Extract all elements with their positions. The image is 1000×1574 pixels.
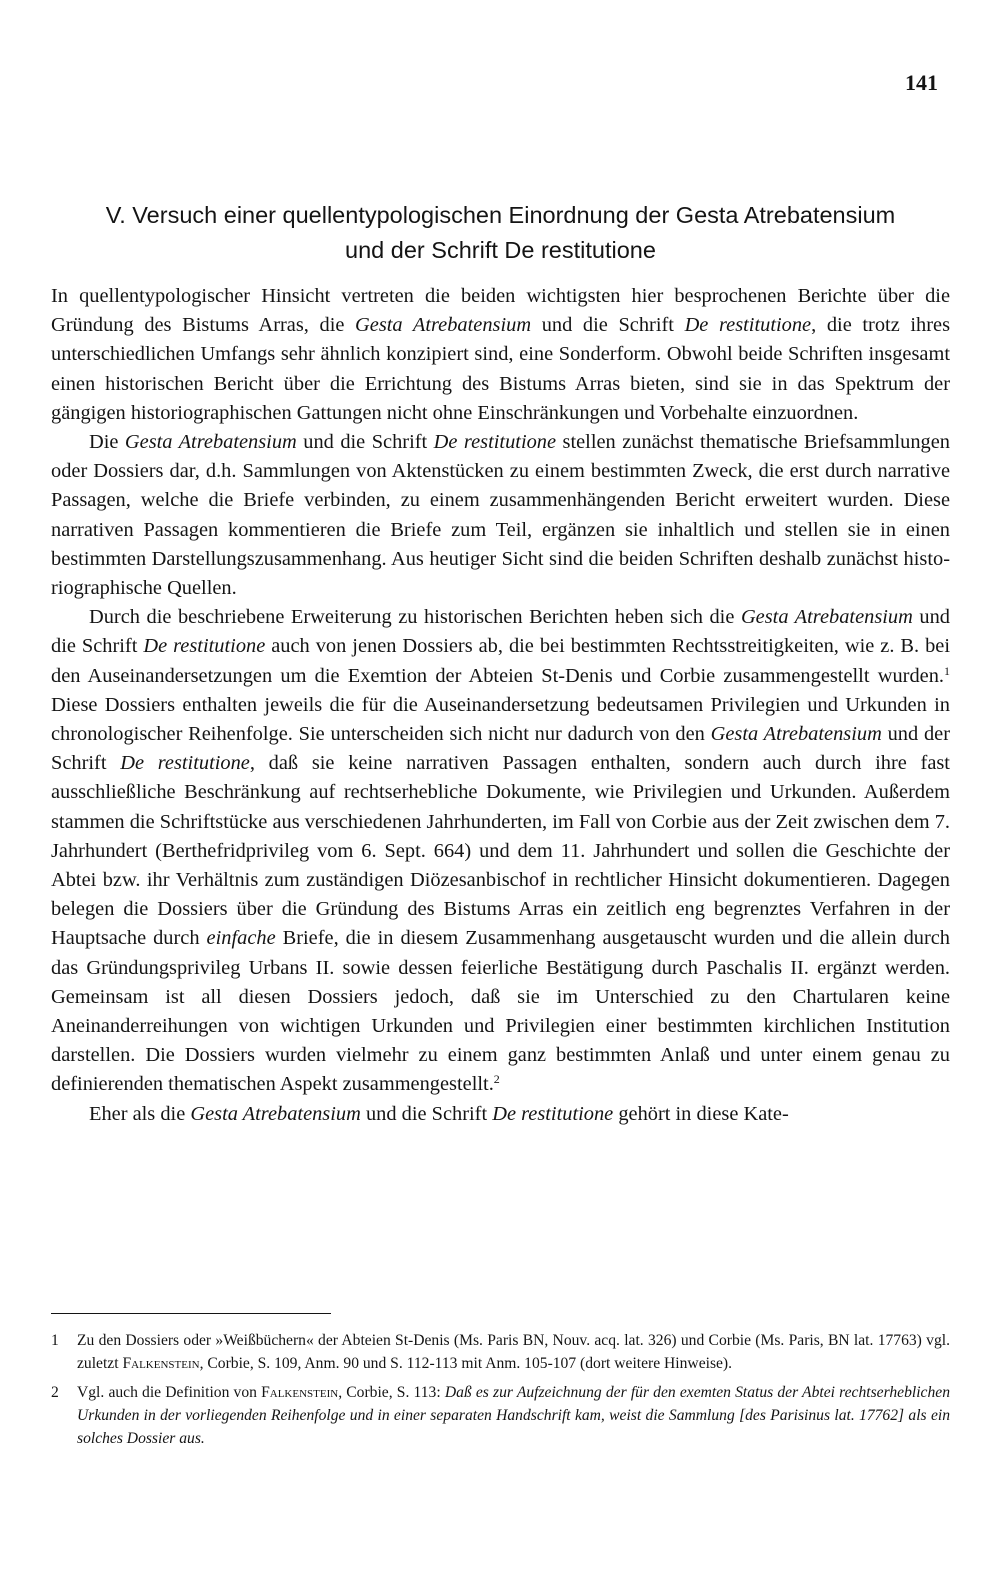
chapter-heading <box>51 198 950 268</box>
footnote-2-number: 2 <box>51 1384 59 1401</box>
body-text <box>51 282 950 1129</box>
paragraph-2 <box>51 428 950 603</box>
page-number: 141 <box>905 70 938 95</box>
paragraph-2-text-c: stellen zunächst thematische Briefsammlungen oder Dossiers dar, d.h. Sammlungen von Aktenstücken zu einem bestimmten Zweck, die erst durch narrative Passagen, welche die Briefe verbinden, zu einem zusammenhängenden Bericht erweitert wurden. Diese narrativen Passagen kommentieren die Briefe zum Teil, ergänzen sie inhaltlich und stellen sie in einen bestimmten Darstellungszusammenhang. Aus heutiger Sicht sind die beiden Schriften deshalb zunächst historiographische Quellen. <box>51 431 950 600</box>
footnote-2-text-b: , Corbie, S. 113: <box>338 1384 445 1401</box>
footnote-1-text <box>77 1329 950 1375</box>
term-gesta-atrebatensium: Gesta Atrebatensium <box>190 1102 361 1125</box>
term-einfache: einfache <box>206 927 276 950</box>
paragraph-3-text-b: und die Schrift <box>51 606 950 658</box>
paragraph-1-text-b: und die Schrift <box>531 314 685 337</box>
term-gesta-atrebatensium: Gesta Atrebatensium <box>355 314 532 337</box>
paragraph-3-text-e: und der Schrift <box>51 723 950 775</box>
chapter-heading-line-2: und der Schrift De restitutione <box>345 237 656 263</box>
term-de-restitutione: De restitutione <box>143 635 266 658</box>
term-gesta-atrebatensium: Gesta Atrebatensium <box>710 723 882 746</box>
footnote-2 <box>51 1381 950 1450</box>
footnote-1 <box>51 1329 950 1375</box>
term-de-restitutione: De restitutione <box>433 431 557 454</box>
footnote-divider <box>51 1313 331 1314</box>
footnote-1-text-b: , Corbie, S. 109, Anm. 90 und S. 112-113 mit Anm. 105-107 (dort weitere Hinweise). <box>199 1355 733 1372</box>
term-de-restitutione: De restitutione <box>492 1102 614 1125</box>
paragraph-3-text-g: Briefe, die in diesem Zusammenhang ausgetauscht wurden und die allein durch das Gründungsprivileg Urbans II. sowie dessen feierliche Bestätigung durch Paschalis II. ergänzt werden. Gemeinsam ist all diesen Dossiers jedoch, daß sie im Unterschied zu den Chartularen keine Aneinanderreihungen von wichtigen Urkunden und Privilegien einer bestimmten kirchlichen Institution darstellen. Die Dossiers wurden vielmehr zu einem ganz bestimmten Anlaß und unter einem genau zu definierenden thematischen Aspekt zusammengestellt. <box>51 927 950 1096</box>
footnote-2-quote: Daß es zur Aufzeichnung der für den exemten Status der Abtei rechtserheblichen Urkunden in der vorliegenden Reihenfolge und in einer separaten Handschrift kam, weist die Sammlung [des Parisinus lat. 17762] als ein solches Dossier aus. <box>77 1384 950 1447</box>
term-gesta-atrebatensium: Gesta Atrebatensium <box>740 606 913 629</box>
paragraph-3-text-d: Diese Dossiers enthalten jeweils die für die Auseinandersetzung bedeutsamen Privilegien und Urkunden in chronologischer Reihenfolge. Sie unterscheiden sich nicht nur dadurch von den <box>51 693 950 746</box>
paragraph-1-text-a: In quellentypologischer Hinsicht vertreten die beiden wichtigsten hier besprochenen Berichte über die Gründung des Bistums Arras, die <box>51 285 950 337</box>
footnote-ref-1[interactable]: 1 <box>944 663 950 678</box>
paragraph-1 <box>51 282 950 428</box>
paragraph-3-text-c: auch von jenen Dossiers ab, die bei bestimmten Rechtsstreitigkeiten, wie z. B. bei den Auseinandersetzungen um die Exemtion der Abteien St-Denis und Corbie zusammengestellt wurden. <box>51 635 951 687</box>
paragraph-4-text-c: gehört in diese Kate- <box>613 1102 789 1125</box>
paragraph-4-text-b: und die Schrift <box>360 1102 493 1125</box>
paragraph-2-text-b: und die Schrift <box>296 431 434 454</box>
term-gesta-atrebatensium: Gesta Atrebatensium <box>124 431 297 454</box>
footnote-ref-2[interactable]: 2 <box>493 1072 500 1087</box>
term-de-restitutione: De restitutione <box>120 752 250 775</box>
term-de-restitutione: De restitutione <box>684 314 812 337</box>
footnote-2-text-a: Vgl. auch die Definition von <box>77 1384 262 1401</box>
footnote-1-author: Falkenstein <box>122 1355 200 1372</box>
footnote-2-author: Falkenstein <box>261 1384 339 1401</box>
footnote-1-number: 1 <box>51 1332 59 1349</box>
footnotes <box>51 1329 950 1456</box>
paragraph-3-text-f: , daß sie keine narrativen Passagen enthalten, sondern auch durch ihre fast ausschließliche Beschränkung auf rechtserhebliche Dokumente, wie Privilegien und Urkunden. Außerdem stammen die Schriftstücke aus verschiedenen Jahrhunderten, im Fall von Corbie aus der Zeit zwischen dem 7. Jahrhundert (Berthefridprivileg vom 6. Sept. 664) und dem 11. Jahrhundert und sollen die Geschichte der Abtei bzw. ihr Verhältnis zum zuständigen Diözesanbischof in rechtlicher Hinsicht dokumentieren. Dagegen belegen die Dossiers über die Gründung des Bistums Arras ein zeitlich eng begrenztes Verfahren in der Hauptsache durch <box>51 752 950 950</box>
paragraph-4 <box>51 1100 950 1129</box>
paragraph-4-text-a: Eher als die <box>89 1102 191 1125</box>
chapter-heading-line-1: V. Versuch einer quellentypologischen Einordnung der Gesta Atrebatensium <box>105 202 896 228</box>
paragraph-3-text-a: Durch die beschriebene Erweiterung zu historischen Berichten heben sich die <box>89 606 741 629</box>
paragraph-1-text-c: , die trotz ihres unterschiedlichen Umfangs sehr ähnlich konzipiert sind, eine Sonderform. Obwohl beide Schriften insgesamt einen historischen Bericht über die Errichtung des Bistums Arras bieten, sind sie in das Spektrum der gängigen historiographischen Gattungen nicht ohne Einschränkungen und Vorbehalte einzuordnen. <box>51 314 951 424</box>
footnote-2-text <box>77 1381 950 1450</box>
footnote-1-text-a: Zu den Dossiers oder »Weißbüchern« der Abteien St-Denis (Ms. Paris BN, Nouv. acq. lat. 326) und Corbie (Ms. Paris, BN lat. 17763) vgl. zuletzt <box>77 1332 950 1372</box>
paragraph-3 <box>51 603 950 1099</box>
paragraph-2-text-a: Die <box>89 431 125 454</box>
